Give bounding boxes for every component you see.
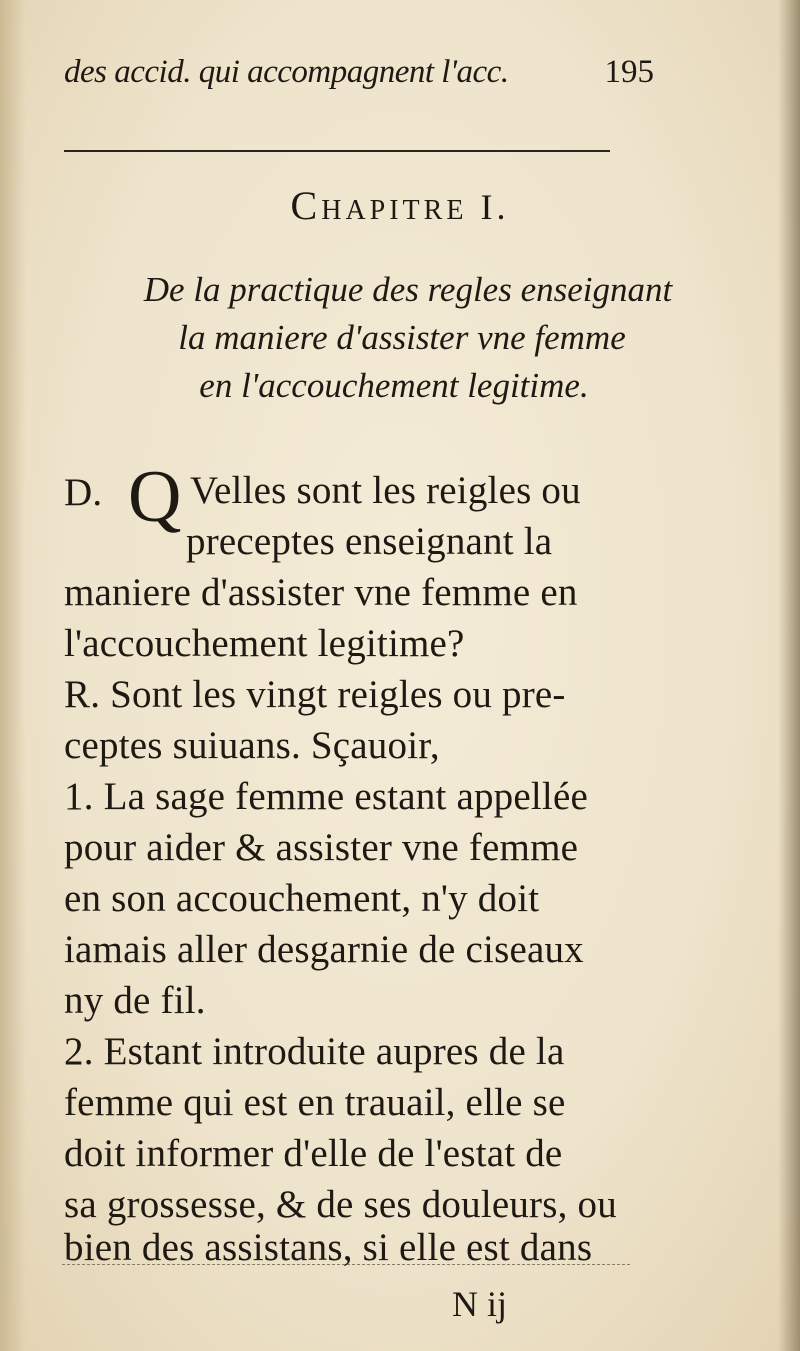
question-label: D. (64, 471, 103, 514)
text-line-10: iamais aller desgarnie de ciseaux (64, 928, 584, 971)
running-head-text: des accid. qui accompagnent l'acc. (64, 54, 509, 90)
bleed-through-line (62, 1264, 630, 1265)
text-line-13: femme qui est en trauail, elle se (64, 1081, 566, 1124)
text-line-16: bien des assistans, si elle est dans (64, 1226, 593, 1269)
chapter-title-initial: C (290, 183, 322, 228)
signature-mark: N ij (452, 1284, 508, 1324)
header-rule (64, 150, 610, 152)
chapter-title-word: HAPITRE (321, 195, 468, 226)
text-line-7: 1. La sage femme estant appellée (64, 775, 588, 818)
text-line-2: preceptes enseignant la (186, 520, 553, 563)
chapter-subtitle-line-2: la maniere d'assister vne femme (178, 318, 626, 357)
chapter-subtitle-line-1: De la practique des regles enseignant (143, 270, 673, 309)
drop-cap-initial: Q (128, 456, 182, 538)
text-line-15: sa grossesse, & de ses douleurs, ou (64, 1183, 617, 1226)
text-line-5: R. Sont les vingt reigles ou pre- (64, 673, 566, 716)
text-line-11: ny de fil. (64, 979, 206, 1022)
text-line-14: doit informer d'elle de l'estat de (64, 1132, 563, 1175)
text-line-3: maniere d'assister vne femme en (64, 571, 578, 614)
running-head (64, 50, 654, 100)
chapter-subtitle-line-3: en l'accouchement legitime. (199, 366, 589, 405)
text-line-1: Velles sont les reigles ou (190, 469, 581, 512)
text-line-6: ceptes suiuans. Sçauoir, (64, 724, 440, 767)
text-line-8: pour aider & assister vne femme (64, 826, 579, 869)
text-line-4: l'accouchement legitime? (64, 622, 465, 665)
text-line-12: 2. Estant introduite aupres de la (64, 1030, 565, 1073)
text-line-9: en son accouchement, n'y doit (64, 877, 540, 920)
chapter-number: I. (480, 187, 510, 227)
page-number: 195 (604, 54, 654, 90)
chapter-title (0, 182, 800, 229)
